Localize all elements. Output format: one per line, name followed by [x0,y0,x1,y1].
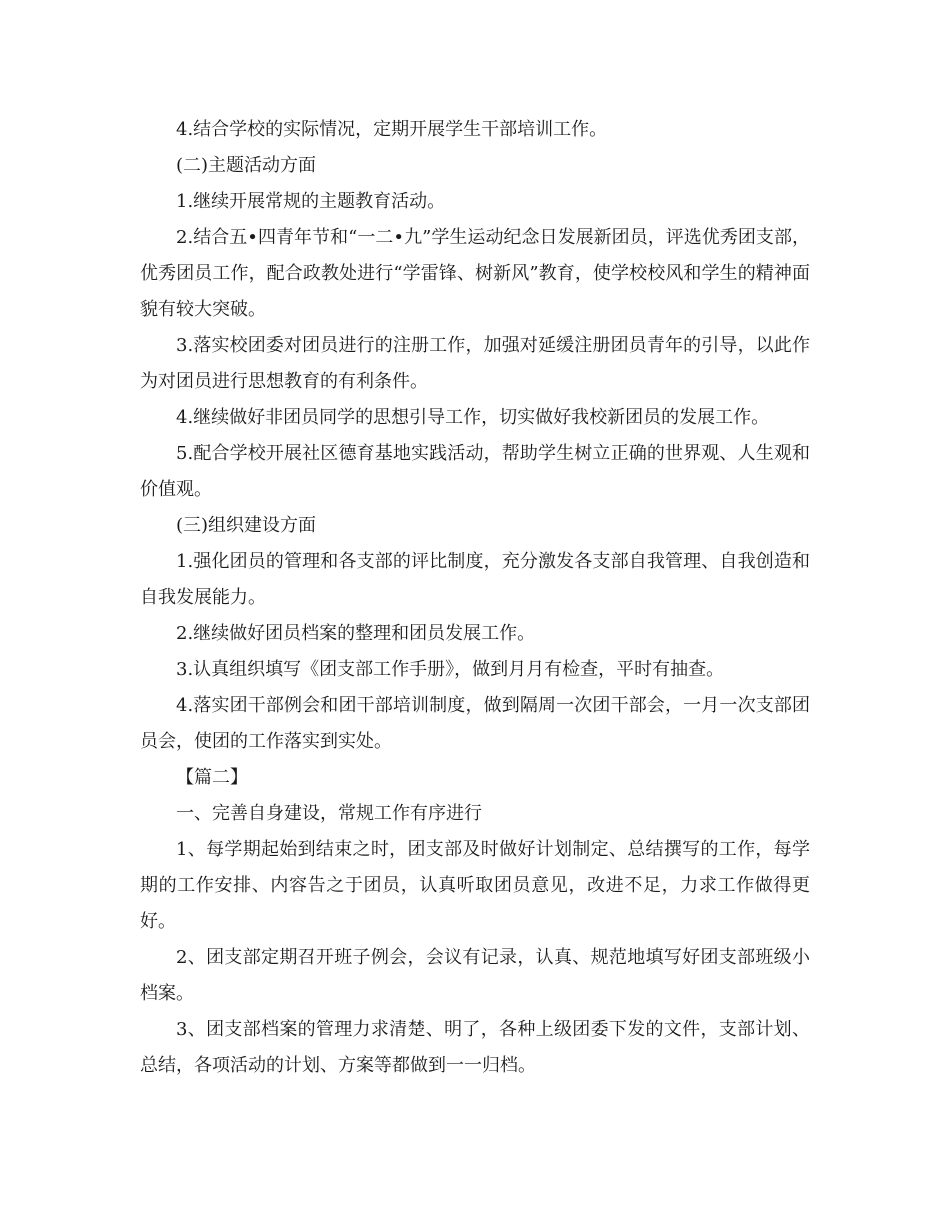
paragraph-15: 1、每学期起始到结束之时，团支部及时做好计划制定、总结撰写的工作，每学期的工作安排、内容告之于团员，认真听取团员意见，改进不足，力求工作做得更好。 [140,839,810,932]
paragraph-1: 4.结合学校的实际情况，定期开展学生干部培训工作。 [176,119,608,140]
section-heading-2: (二)主题活动方面 [176,155,317,176]
section-heading-3: (三)组织建设方面 [176,515,317,536]
paragraph-9: 1.强化团员的管理和各支部的评比制度，充分激发各支部自我管理、自我创造和自我发展能力。 [140,551,810,608]
paragraph-5: 3.落实校团委对团员进行的注册工作，加强对延缓注册团员青年的引导，以此作为对团员进行思想教育的有利条件。 [140,335,810,392]
paragraph-11: 3.认真组织填写《团支部工作手册》，做到月月有检查，平时有抽查。 [176,659,725,680]
part-heading: 【篇二】 [176,767,248,788]
paragraph-17: 3、团支部档案的管理力求清楚、明了，各种上级团委下发的文件，支部计划、总结，各项活动的计划、方案等都做到一一归档。 [140,1019,810,1076]
paragraph-6: 4.继续做好非团员同学的思想引导工作，切实做好我校新团员的发展工作。 [176,407,770,428]
paragraph-4: 2.结合五•四青年节和“一二•九”学生运动纪念日发展新团员，评选优秀团支部，优秀团员工作，配合政教处进行“学雷锋、树新风”教育，使学校校风和学生的精神面貌有较大突破。 [140,227,810,320]
paragraph-10: 2.继续做好团员档案的整理和团员发展工作。 [176,623,536,644]
paragraph-3: 1.继续开展常规的主题教育活动。 [176,191,446,212]
paragraph-7: 5.配合学校开展社区德育基地实践活动，帮助学生树立正确的世界观、人生观和价值观。 [140,443,810,500]
paragraph-16: 2、团支部定期召开班子例会，会议有记录，认真、规范地填写好团支部班级小档案。 [140,947,810,1004]
document-body [140,112,810,1084]
section-heading-1: 一、完善自身建设，常规工作有序进行 [176,803,482,824]
paragraph-12: 4.落实团干部例会和团干部培训制度，做到隔周一次团干部会，一月一次支部团员会，使团的工作落实到实处。 [140,695,810,752]
